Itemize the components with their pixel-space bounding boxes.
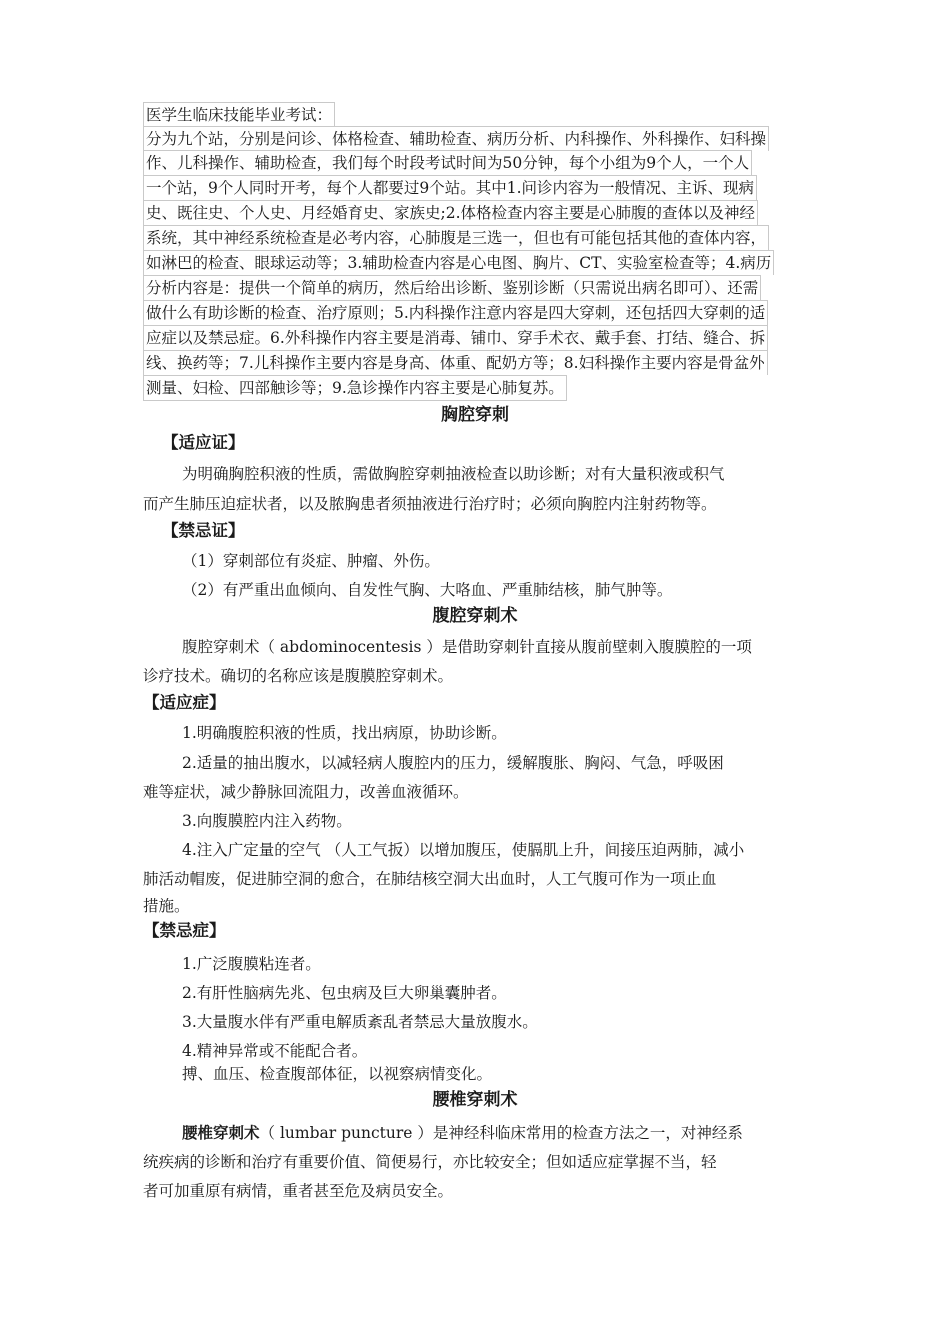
- abdominocentesis-contra-heading: 【禁忌症】: [143, 921, 226, 940]
- paragraph-line: [182, 1121, 743, 1145]
- list-item: 3.向腹膜腔内注入药物。: [182, 812, 352, 830]
- thoracentesis-indications-heading: 【适应证】: [162, 433, 245, 452]
- exam-line: 如淋巴的检查、眼球运动等；3.辅助检查内容是心电图、胸片、CT、实验室检查等；4.病历: [143, 250, 774, 275]
- list-item: 搏、血压、检查腹部体征，以视察病情变化。: [182, 1065, 493, 1083]
- section-title-abdominocentesis: 腹腔穿刺术: [432, 606, 518, 626]
- list-item: （1）穿刺部位有炎症、肿瘤、外伤。: [182, 552, 440, 570]
- list-item: 4.注入广定量的空气 （人工气扳）以增加腹压，使膈肌上升，间接压迫两肺，减小: [182, 841, 745, 859]
- list-item: 4.精神异常或不能配合者。: [182, 1042, 368, 1060]
- list-item: 2.有肝性脑病先兆、包虫病及巨大卵巢囊肿者。: [182, 984, 507, 1002]
- section-title-thoracentesis: 胸腔穿刺: [441, 405, 509, 425]
- list-item: 难等症状，减少静脉回流阻力，改善血液循环。: [143, 783, 469, 801]
- paragraph-line: 为明确胸腔积液的性质，需做胸腔穿刺抽液检查以助诊断；对有大量积液或积气: [182, 465, 725, 483]
- exam-line: 一个站，9个人同时开考，每个人都要过9个站。其中1.问诊内容为一般情况、主诉、现病: [143, 175, 757, 200]
- list-item: 1.明确腹腔积液的性质，找出病原，协助诊断。: [182, 724, 507, 742]
- list-item: 措施。: [143, 897, 190, 915]
- lumbar-term: 腰椎穿刺术: [182, 1123, 260, 1142]
- lumbar-line-rest: （ lumbar puncture ）是神经科临床常用的检查方法之一，对神经系: [259, 1124, 743, 1142]
- exam-line: 作、儿科操作、辅助检查，我们每个时段考试时间为50分钟，每个小组为9个人，一个人: [143, 150, 752, 175]
- exam-line: 史、既往史、个人史、月经婚育史、家族史;2.体格检查内容主要是心肺腹的查体以及神经: [143, 200, 758, 225]
- abdominocentesis-indications-heading: 【适应症】: [143, 693, 226, 712]
- paragraph-line: 而产生肺压迫症状者，以及脓胸患者须抽液进行治疗时；必须向胸腔内注射药物等。: [143, 495, 717, 513]
- exam-line: 应症以及禁忌症。6.外科操作内容主要是消毒、铺巾、穿手术衣、戴手套、打结、缝合、拆: [143, 325, 768, 350]
- list-item: 肺活动帽废，促进肺空洞的愈合，在肺结核空洞大出血时，人工气腹可作为一项止血: [143, 870, 717, 888]
- thoracentesis-contra-heading: 【禁忌证】: [162, 521, 245, 540]
- exam-line: 分析内容是：提供一个简单的病历，然后给出诊断、鉴别诊断（只需说出病名即可）、还需: [143, 275, 761, 300]
- paragraph-line: 诊疗技术。确切的名称应该是腹膜腔穿刺术。: [143, 667, 454, 685]
- list-item: 2.适量的抽出腹水，以减轻病人腹腔内的压力，缓解腹胀、胸闷、气急，呼吸困: [182, 754, 724, 772]
- exam-line: 测量、妇检、四部触诊等；9.急诊操作内容主要是心肺复苏。: [143, 375, 567, 401]
- exam-heading: 医学生临床技能毕业考试：: [143, 102, 335, 127]
- paragraph-line: 统疾病的诊断和治疗有重要价值、简便易行，亦比较安全；但如适应症掌握不当，轻: [143, 1153, 717, 1171]
- exam-line: 做什么有助诊断的检查、治疗原则；5.内科操作注意内容是四大穿刺，还包括四大穿刺的适: [143, 300, 768, 325]
- paragraph-line: 腹腔穿刺术（ abdominocentesis ）是借助穿刺针直接从腹前壁刺入腹膜腔的一项: [182, 638, 752, 656]
- paragraph-line: 者可加重原有病情，重者甚至危及病员安全。: [143, 1182, 454, 1200]
- exam-line: 分为九个站，分别是问诊、体格检查、辅助检查、病历分析、内科操作、外科操作、妇科操: [143, 126, 769, 151]
- exam-line: 系统，其中神经系统检查是必考内容，心肺腹是三选一，但也有可能包括其他的查体内容，: [143, 225, 769, 250]
- list-item: 1.广泛腹膜粘连者。: [182, 955, 321, 973]
- exam-line: 线、换药等；7.儿科操作主要内容是身高、体重、配奶方等；8.妇科操作主要内容是骨盆外: [143, 350, 768, 375]
- list-item: （2）有严重出血倾向、自发性气胸、大咯血、严重肺结核，肺气肿等。: [182, 581, 673, 599]
- section-title-lumbar: 腰椎穿刺术: [432, 1090, 518, 1110]
- list-item: 3.大量腹水伴有严重电解质紊乱者禁忌大量放腹水。: [182, 1013, 538, 1031]
